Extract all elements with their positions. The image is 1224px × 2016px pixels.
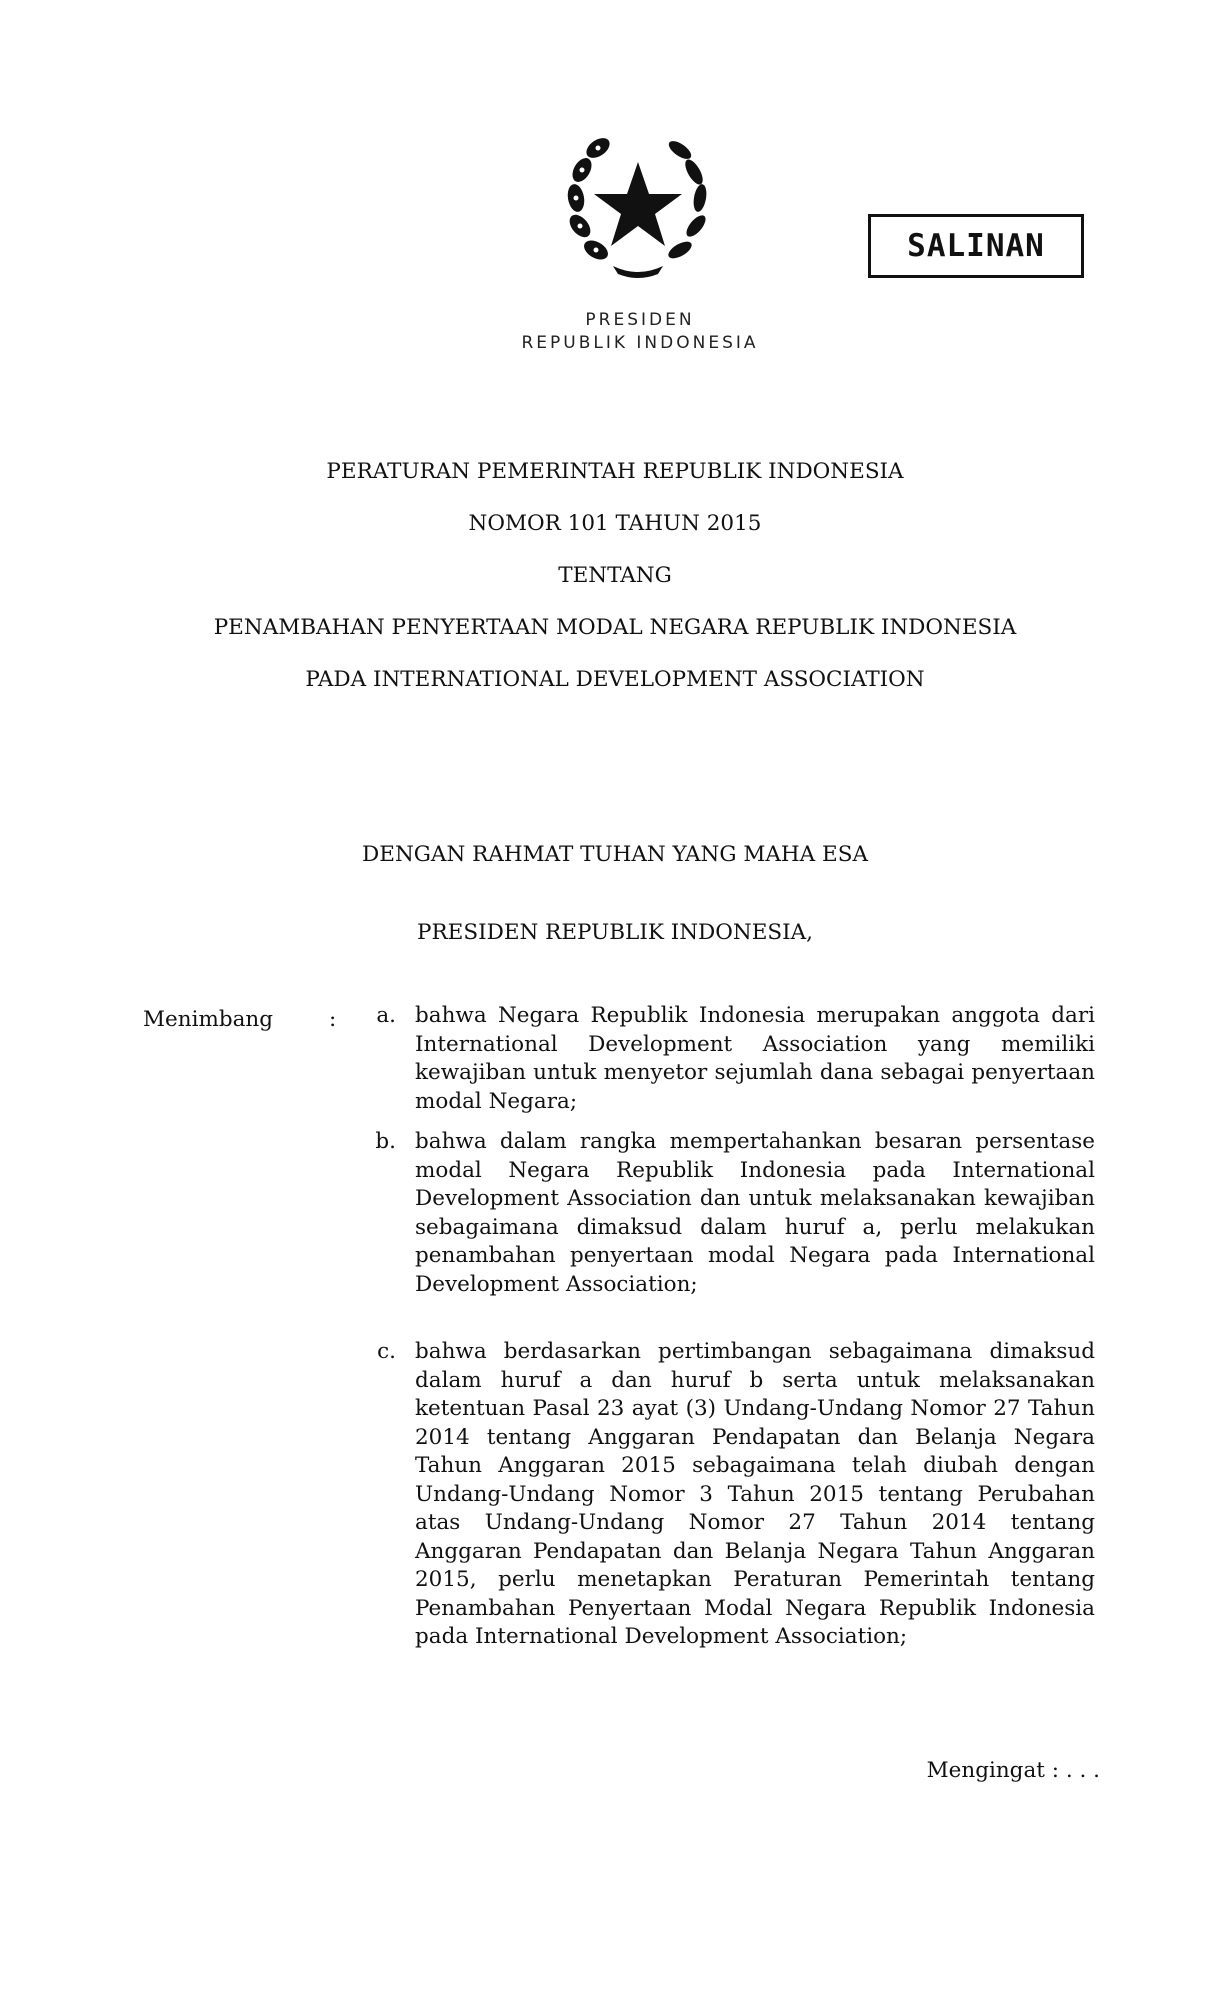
blessing-line: DENGAN RAHMAT TUHAN YANG MAHA ESA	[362, 842, 868, 867]
copy-stamp: SALINAN	[868, 214, 1084, 278]
item-text: bahwa berdasarkan pertimbangan sebagaimana dimaksud dalam huruf a dan huruf b serta untuk melaksanakan ketentuan Pasal 23 ayat (3) Undang-Undang Nomor 27 Tahun 2014 tentang Anggaran Pendapatan dan Belanja Negara Tahun Anggaran 2015 sebagaimana telah diubah dengan Undang-Undang Nomor 3 Tahun 2015 tentang Perubahan atas Undang-Undang Nomor 27 Tahun 2014 tentang Anggaran Pendapatan dan Belanja Negara Tahun Anggaran 2015, perlu menetapkan Peraturan Pemerintah tentang Penambahan Penyertaan Modal Negara Republik Indonesia pada International Development Association;	[415, 1339, 1095, 1649]
president-heading: PRESIDEN REPUBLIK INDONESIA,	[417, 920, 813, 945]
regulation-title: PERATURAN PEMERINTAH REPUBLIK INDONESIA	[326, 459, 904, 484]
president-label: PRESIDEN	[585, 310, 695, 330]
considering-colon: :	[329, 1007, 337, 1032]
item-letter: a.	[376, 1003, 396, 1028]
item-letter: c.	[377, 1339, 396, 1364]
regulation-subject-cont: PADA INTERNATIONAL DEVELOPMENT ASSOCIATION	[305, 667, 925, 692]
item-text: bahwa dalam rangka mempertahankan besaran persentase modal Negara Republik Indonesia pada International Development Association dan untuk melaksanakan kewajiban sebagaimana dimaksud dalam huruf a, perlu melakukan penambahan penyertaan modal Negara pada International Development Association;	[415, 1129, 1095, 1297]
regulation-number: NOMOR 101 TAHUN 2015	[468, 511, 762, 536]
regulation-about: TENTANG	[558, 563, 672, 588]
next-page-marker: Mengingat : . . .	[926, 1758, 1100, 1783]
republic-label: REPUBLIK INDONESIA	[521, 333, 759, 353]
item-text: bahwa Negara Republik Indonesia merupakan anggota dari International Development Association yang memiliki kewajiban untuk menyetor sejumlah dana sebagai penyertaan modal Negara;	[415, 1003, 1095, 1114]
presidential-seal-icon	[558, 128, 718, 280]
item-letter: b.	[375, 1129, 396, 1154]
regulation-subject: PENAMBAHAN PENYERTAAN MODAL NEGARA REPUBLIK INDONESIA	[213, 615, 1017, 640]
considering-label: Menimbang	[143, 1007, 274, 1032]
